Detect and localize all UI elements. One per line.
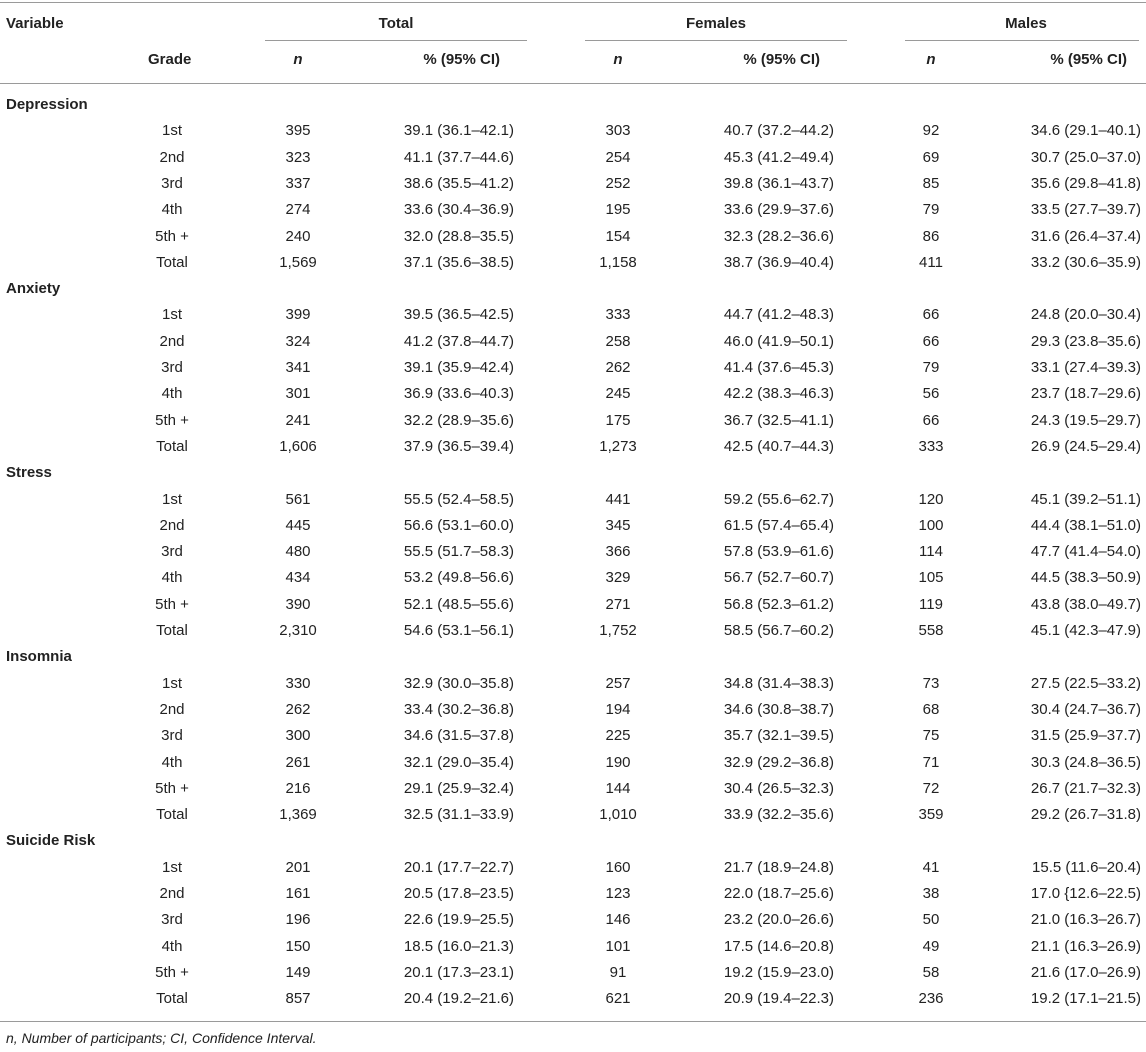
- cell-males-pct: 24.8 (20.0–30.4): [1030, 306, 1141, 324]
- header-females-n: n: [613, 51, 623, 68]
- cell-total-n: 240: [285, 227, 311, 245]
- cell-males-pct: 45.1 (42.3–47.9): [1030, 622, 1141, 639]
- cell-males-n: 50: [922, 911, 940, 929]
- cell-males-n: 66: [922, 332, 940, 350]
- cell-total-n: 262: [285, 700, 311, 718]
- cell-males-n: 68: [922, 700, 940, 718]
- section-label: Stress: [6, 464, 52, 482]
- cell-males-pct: 17.0 {12.6–22.5): [1030, 885, 1141, 902]
- cell-total-pct: 39.5 (36.5–42.5): [403, 306, 514, 324]
- cell-females-pct: 19.2 (15.9–23.0): [723, 963, 834, 981]
- cell-males-n: 56: [922, 385, 940, 403]
- cell-males-pct: 31.5 (25.9–37.7): [1030, 727, 1141, 745]
- cell-females-pct: 17.5 (14.6–20.8): [723, 937, 834, 955]
- cell-males-pct: 33.1 (27.4–39.3): [1030, 359, 1141, 376]
- cell-males-n: 86: [922, 227, 940, 245]
- cell-males-pct: 21.0 (16.3–26.7): [1030, 911, 1141, 929]
- cell-grade: 1st: [161, 674, 183, 692]
- cell-females-pct: 56.7 (52.7–60.7): [723, 569, 834, 587]
- cell-females-n: 190: [605, 753, 631, 771]
- cell-total-n: 330: [285, 674, 311, 692]
- cell-total-pct: 36.9 (33.6–40.3): [403, 385, 514, 403]
- cell-females-pct: 23.2 (20.0–26.6): [723, 911, 834, 929]
- cell-females-n: 329: [605, 569, 631, 587]
- cell-grade: 4th: [161, 753, 183, 771]
- cell-grade: 5th +: [155, 963, 189, 981]
- cell-total-n: 150: [285, 937, 311, 955]
- cell-total-n: 241: [285, 411, 311, 429]
- section-label: Anxiety: [6, 280, 61, 298]
- cell-males-n: 85: [922, 174, 940, 192]
- bottom-rule: [0, 1021, 1146, 1022]
- cell-males-pct: 26.7 (21.7–32.3): [1030, 779, 1141, 797]
- cell-males-n: 75: [922, 727, 940, 745]
- cell-females-n: 252: [605, 174, 631, 192]
- cell-males-pct: 34.6 (29.1–40.1): [1030, 122, 1141, 140]
- cell-grade: 3rd: [161, 911, 183, 929]
- cell-females-pct: 22.0 (18.7–25.6): [723, 885, 834, 902]
- cell-females-n: 366: [605, 543, 631, 561]
- cell-females-n: 146: [605, 911, 631, 929]
- cell-grade: 2nd: [159, 148, 185, 166]
- cell-total-pct: 37.1 (35.6–38.5): [403, 253, 514, 271]
- cell-females-n: 254: [605, 148, 631, 166]
- cell-females-n: 154: [605, 227, 631, 245]
- cell-females-n: 271: [605, 595, 631, 613]
- cell-total-n: 161: [285, 885, 311, 902]
- header-males-n: n: [926, 51, 936, 68]
- cell-males-n: 72: [922, 779, 940, 797]
- header-males-pct: % (95% CI): [1050, 51, 1127, 68]
- cell-total-n: 274: [285, 201, 311, 219]
- cell-total-pct: 20.1 (17.7–22.7): [403, 858, 514, 876]
- cell-males-pct: 21.6 (17.0–26.9): [1030, 963, 1141, 981]
- cell-grade: 3rd: [161, 359, 183, 376]
- cell-males-n: 41: [922, 858, 940, 876]
- cell-males-pct: 33.5 (27.7–39.7): [1030, 201, 1141, 219]
- cell-females-n: 144: [605, 779, 631, 797]
- cell-males-n: 119: [919, 595, 943, 613]
- cell-total-pct: 32.9 (30.0–35.8): [403, 674, 514, 692]
- cell-grade: 3rd: [161, 174, 183, 192]
- cell-males-n: 333: [918, 437, 944, 455]
- cell-females-n: 101: [605, 937, 631, 955]
- cell-total-pct: 34.6 (31.5–37.8): [403, 727, 514, 745]
- cell-females-n: 257: [605, 674, 631, 692]
- cell-females-pct: 33.6 (29.9–37.6): [723, 201, 834, 219]
- cell-total-n: 196: [285, 911, 311, 929]
- cell-females-n: 333: [605, 306, 631, 324]
- cell-grade: 4th: [161, 385, 183, 403]
- cell-total-pct: 18.5 (16.0–21.3): [403, 937, 514, 955]
- cell-grade: Total: [156, 622, 188, 639]
- group-underline-females: [585, 40, 847, 41]
- cell-females-n: 258: [605, 332, 631, 350]
- cell-total-n: 216: [285, 779, 311, 797]
- group-underline-total: [265, 40, 527, 41]
- cell-total-pct: 56.6 (53.1–60.0): [403, 516, 514, 534]
- cell-males-n: 558: [918, 622, 944, 639]
- cell-total-n: 480: [285, 543, 311, 561]
- cell-total-pct: 37.9 (36.5–39.4): [403, 437, 514, 455]
- cell-grade: 5th +: [155, 411, 189, 429]
- cell-grade: 2nd: [159, 332, 185, 350]
- cell-males-n: 66: [922, 306, 940, 324]
- cell-males-n: 359: [918, 806, 944, 824]
- cell-females-n: 441: [605, 490, 631, 508]
- cell-females-pct: 46.0 (41.9–50.1): [723, 332, 834, 350]
- header-variable: Variable: [6, 15, 64, 32]
- cell-females-pct: 40.7 (37.2–44.2): [723, 122, 834, 140]
- cell-females-pct: 41.4 (37.6–45.3): [723, 359, 834, 376]
- cell-grade: Total: [156, 990, 188, 1008]
- cell-females-pct: 21.7 (18.9–24.8): [723, 858, 834, 876]
- cell-males-n: 105: [918, 569, 944, 587]
- cell-grade: 1st: [161, 122, 183, 140]
- cell-grade: 2nd: [159, 700, 185, 718]
- cell-females-pct: 59.2 (55.6–62.7): [723, 490, 834, 508]
- cell-total-n: 395: [285, 122, 311, 140]
- cell-males-pct: 26.9 (24.5–29.4): [1030, 437, 1141, 455]
- cell-grade: 2nd: [159, 516, 185, 534]
- cell-grade: 2nd: [159, 885, 185, 902]
- header-rule: [0, 83, 1146, 84]
- cell-males-pct: 27.5 (22.5–33.2): [1030, 674, 1141, 692]
- cell-total-pct: 32.5 (31.1–33.9): [403, 806, 514, 824]
- cell-total-pct: 20.1 (17.3–23.1): [403, 963, 514, 981]
- cell-females-n: 1,273: [599, 437, 637, 455]
- cell-total-n: 857: [285, 990, 311, 1008]
- footnote: n, Number of participants; CI, Confidence Interval.: [6, 1030, 317, 1046]
- cell-total-n: 434: [285, 569, 311, 587]
- cell-males-pct: 35.6 (29.8–41.8): [1030, 174, 1141, 192]
- cell-females-pct: 56.8 (52.3–61.2): [723, 595, 834, 613]
- cell-females-pct: 30.4 (26.5–32.3): [723, 779, 834, 797]
- cell-females-pct: 34.8 (31.4–38.3): [723, 674, 834, 692]
- cell-total-pct: 41.1 (37.7–44.6): [403, 148, 514, 166]
- cell-males-pct: 15.5 (11.6–20.4): [1032, 858, 1141, 876]
- header-total-n: n: [293, 51, 303, 68]
- cell-total-n: 561: [285, 490, 311, 508]
- header-group-total: Total: [378, 15, 414, 32]
- cell-females-pct: 44.7 (41.2–48.3): [723, 306, 834, 324]
- cell-males-pct: 23.7 (18.7–29.6): [1030, 385, 1141, 403]
- cell-total-pct: 55.5 (51.7–58.3): [403, 543, 514, 561]
- cell-grade: 5th +: [155, 227, 189, 245]
- cell-males-n: 79: [922, 201, 940, 219]
- cell-grade: 4th: [161, 201, 183, 219]
- cell-females-n: 225: [605, 727, 631, 745]
- cell-total-pct: 39.1 (35.9–42.4): [403, 359, 514, 376]
- cell-males-n: 114: [919, 543, 943, 561]
- cell-males-n: 120: [918, 490, 944, 508]
- cell-total-pct: 32.2 (28.9–35.6): [403, 411, 514, 429]
- cell-males-n: 58: [922, 963, 940, 981]
- cell-females-pct: 42.5 (40.7–44.3): [723, 437, 834, 455]
- cell-males-pct: 30.3 (24.8–36.5): [1030, 753, 1141, 771]
- cell-females-n: 1,158: [599, 253, 637, 271]
- cell-grade: Total: [156, 806, 188, 824]
- cell-total-pct: 52.1 (48.5–55.6): [403, 595, 514, 613]
- cell-males-n: 71: [922, 753, 940, 771]
- header-females-pct: % (95% CI): [743, 51, 820, 68]
- cell-total-n: 341: [285, 359, 311, 376]
- cell-females-pct: 20.9 (19.4–22.3): [723, 990, 834, 1008]
- cell-total-n: 1,369: [279, 806, 317, 824]
- cell-grade: 4th: [161, 937, 183, 955]
- cell-total-pct: 41.2 (37.8–44.7): [403, 332, 514, 350]
- cell-males-pct: 33.2 (30.6–35.9): [1030, 253, 1141, 271]
- cell-females-n: 1,752: [599, 622, 637, 639]
- cell-total-pct: 54.6 (53.1–56.1): [403, 622, 514, 639]
- cell-males-pct: 19.2 (17.1–21.5): [1030, 990, 1141, 1008]
- cell-total-pct: 20.4 (19.2–21.6): [403, 990, 514, 1008]
- cell-males-n: 66: [922, 411, 940, 429]
- cell-females-n: 345: [605, 516, 631, 534]
- cell-total-n: 337: [285, 174, 311, 192]
- cell-males-pct: 45.1 (39.2–51.1): [1030, 490, 1141, 508]
- cell-males-pct: 29.2 (26.7–31.8): [1030, 806, 1141, 824]
- cell-females-n: 123: [605, 885, 631, 902]
- cell-total-pct: 39.1 (36.1–42.1): [403, 122, 514, 140]
- cell-females-pct: 57.8 (53.9–61.6): [723, 543, 834, 561]
- cell-total-n: 149: [285, 963, 311, 981]
- cell-total-n: 390: [285, 595, 311, 613]
- cell-males-pct: 43.8 (38.0–49.7): [1030, 595, 1141, 613]
- cell-total-pct: 33.6 (30.4–36.9): [403, 201, 514, 219]
- cell-males-pct: 47.7 (41.4–54.0): [1030, 543, 1141, 561]
- cell-females-n: 1,010: [599, 806, 637, 824]
- cell-females-pct: 32.9 (29.2–36.8): [723, 753, 834, 771]
- cell-grade: 1st: [161, 858, 183, 876]
- cell-total-pct: 29.1 (25.9–32.4): [403, 779, 514, 797]
- cell-females-pct: 39.8 (36.1–43.7): [723, 174, 834, 192]
- cell-males-n: 38: [922, 885, 940, 902]
- cell-females-pct: 58.5 (56.7–60.2): [723, 622, 834, 639]
- cell-total-n: 2,310: [279, 622, 317, 639]
- cell-males-pct: 30.4 (24.7–36.7): [1030, 700, 1141, 718]
- cell-females-pct: 32.3 (28.2–36.6): [723, 227, 834, 245]
- cell-grade: 5th +: [155, 595, 189, 613]
- cell-grade: 1st: [161, 490, 183, 508]
- cell-females-n: 621: [605, 990, 631, 1008]
- cell-grade: 4th: [161, 569, 183, 587]
- cell-total-pct: 22.6 (19.9–25.5): [403, 911, 514, 929]
- cell-females-n: 175: [605, 411, 631, 429]
- cell-grade: 5th +: [155, 779, 189, 797]
- cell-males-n: 411: [919, 253, 943, 271]
- section-label: Depression: [6, 96, 88, 113]
- cell-males-pct: 44.5 (38.3–50.9): [1030, 569, 1141, 587]
- section-label: Insomnia: [6, 648, 72, 666]
- cell-males-n: 49: [922, 937, 940, 955]
- cell-females-pct: 33.9 (32.2–35.6): [723, 806, 834, 824]
- cell-males-n: 73: [922, 674, 940, 692]
- cell-total-n: 1,569: [279, 253, 317, 271]
- cell-total-pct: 38.6 (35.5–41.2): [403, 174, 514, 192]
- cell-males-n: 79: [922, 359, 940, 376]
- cell-females-pct: 35.7 (32.1–39.5): [723, 727, 834, 745]
- cell-total-pct: 33.4 (30.2–36.8): [403, 700, 514, 718]
- cell-total-pct: 55.5 (52.4–58.5): [403, 490, 514, 508]
- cell-females-n: 160: [605, 858, 631, 876]
- cell-grade: Total: [156, 253, 188, 271]
- header-grade: Grade: [148, 51, 192, 68]
- cell-males-pct: 29.3 (23.8–35.6): [1030, 332, 1141, 350]
- cell-males-pct: 44.4 (38.1–51.0): [1030, 516, 1141, 534]
- cell-grade: 1st: [161, 306, 183, 324]
- cell-total-n: 261: [285, 753, 311, 771]
- cell-females-n: 194: [605, 700, 631, 718]
- cell-males-n: 100: [918, 516, 944, 534]
- cell-total-n: 300: [285, 727, 311, 745]
- cell-total-n: 324: [285, 332, 311, 350]
- cell-females-n: 91: [609, 963, 627, 981]
- cell-females-n: 245: [605, 385, 631, 403]
- group-underline-males: [905, 40, 1139, 41]
- cell-females-pct: 45.3 (41.2–49.4): [723, 148, 834, 166]
- cell-males-n: 92: [922, 122, 940, 140]
- cell-grade: 3rd: [161, 543, 183, 561]
- cell-females-pct: 38.7 (36.9–40.4): [723, 253, 834, 271]
- cell-males-n: 69: [922, 148, 940, 166]
- header-group-males: Males: [1005, 15, 1047, 32]
- cell-total-pct: 32.1 (29.0–35.4): [403, 753, 514, 771]
- cell-females-n: 303: [605, 122, 631, 140]
- cell-total-n: 399: [285, 306, 311, 324]
- cell-females-n: 262: [605, 359, 631, 376]
- cell-males-pct: 24.3 (19.5–29.7): [1030, 411, 1141, 429]
- cell-grade: 3rd: [161, 727, 183, 745]
- cell-males-pct: 21.1 (16.3–26.9): [1030, 937, 1141, 955]
- cell-females-pct: 42.2 (38.3–46.3): [723, 385, 834, 403]
- cell-total-n: 445: [285, 516, 311, 534]
- cell-females-pct: 61.5 (57.4–65.4): [723, 516, 834, 534]
- cell-total-n: 323: [285, 148, 311, 166]
- cell-total-pct: 53.2 (49.8–56.6): [403, 569, 514, 587]
- cell-females-pct: 36.7 (32.5–41.1): [723, 411, 834, 429]
- cell-grade: Total: [156, 437, 188, 455]
- header-group-females: Females: [685, 15, 747, 32]
- cell-total-n: 1,606: [279, 437, 317, 455]
- header-total-pct: % (95% CI): [423, 51, 500, 68]
- cell-males-n: 236: [918, 990, 944, 1008]
- cell-males-pct: 30.7 (25.0–37.0): [1030, 148, 1141, 166]
- cell-females-n: 195: [605, 201, 631, 219]
- top-rule: [0, 2, 1146, 3]
- cell-total-pct: 20.5 (17.8–23.5): [403, 885, 514, 902]
- cell-females-pct: 34.6 (30.8–38.7): [723, 700, 834, 718]
- cell-total-pct: 32.0 (28.8–35.5): [403, 227, 514, 245]
- section-label: Suicide Risk: [6, 832, 96, 850]
- cell-males-pct: 31.6 (26.4–37.4): [1030, 227, 1141, 245]
- cell-total-n: 201: [285, 858, 311, 876]
- cell-total-n: 301: [285, 385, 311, 403]
